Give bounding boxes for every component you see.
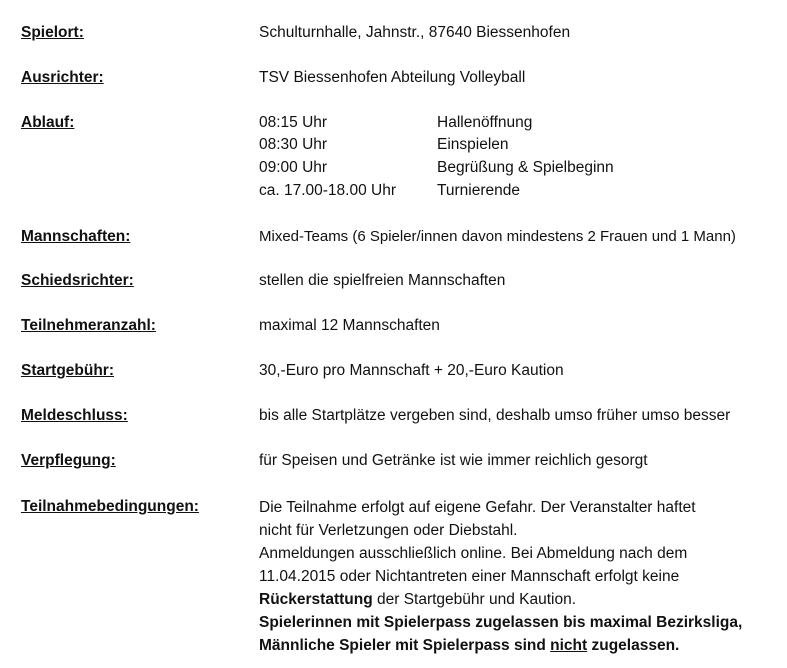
label-startgebuehr: Startgebühr:: [21, 362, 114, 379]
schedule-event: Hallenöffnung: [437, 114, 533, 131]
men-text-not: nicht: [550, 637, 588, 654]
label-ausrichter: Ausrichter:: [21, 69, 104, 86]
refund-bold-text: Rückerstattung: [259, 591, 373, 608]
schedule-time: 09:00 Uhr: [259, 159, 328, 176]
men-text-b: zugelassen.: [587, 637, 680, 654]
refund-rest-text: der Startgebühr und Kaution.: [372, 591, 577, 608]
conditions-line-refund: [259, 588, 779, 611]
label-verpflegung: Verpflegung:: [21, 452, 116, 469]
schedule-time: 08:30 Uhr: [259, 136, 328, 153]
conditions-line: 11.04.2015 oder Nichtantreten einer Mannschaft erfolgt keine: [259, 568, 680, 585]
label-schiedsrichter: Schiedsrichter:: [21, 272, 134, 289]
label-meldeschluss: Meldeschluss:: [21, 407, 128, 424]
schedule-event: Begrüßung & Spielbeginn: [437, 159, 614, 176]
schedule-event: Turnierende: [437, 182, 521, 199]
conditions-line: nicht für Verletzungen oder Diebstahl.: [259, 522, 518, 539]
label-teilnahmebedingungen: Teilnahmebedingungen:: [21, 498, 199, 515]
label-teilnehmeranzahl: Teilnehmeranzahl:: [21, 317, 156, 334]
label-ablauf: Ablauf:: [21, 114, 75, 131]
schedule-time: 08:15 Uhr: [259, 114, 328, 131]
conditions-line-women: Spielerinnen mit Spielerpass zugelassen bis maximal Bezirksliga,: [259, 614, 743, 631]
label-mannschaften: Mannschaften:: [21, 228, 131, 245]
value-startgebuehr: 30,-Euro pro Mannschaft + 20,-Euro Kaution: [259, 362, 564, 379]
conditions-line: Die Teilnahme erfolgt auf eigene Gefahr. Der Veranstalter haftet: [259, 499, 696, 516]
value-spielort: Schulturnhalle, Jahnstr., 87640 Biessenhofen: [259, 24, 571, 41]
value-verpflegung: für Speisen und Getränke ist wie immer reichlich gesorgt: [259, 452, 648, 469]
conditions-text: [259, 496, 779, 657]
value-mannschaften: Mixed-Teams (6 Spieler/innen davon mindestens 2 Frauen und 1 Mann): [259, 228, 736, 245]
conditions-line: Anmeldungen ausschließlich online. Bei Abmeldung nach dem: [259, 545, 688, 562]
value-ausrichter: TSV Biessenhofen Abteilung Volleyball: [259, 69, 526, 86]
label-spielort: Spielort:: [21, 24, 84, 41]
value-schiedsrichter: stellen die spielfreien Mannschaften: [259, 272, 506, 289]
conditions-line-men: [259, 634, 779, 657]
men-text-a: Männliche Spieler mit Spielerpass sind: [259, 637, 551, 654]
schedule-event: Einspielen: [437, 136, 509, 153]
value-meldeschluss: bis alle Startplätze vergeben sind, deshalb umso früher umso besser: [259, 407, 731, 424]
value-teilnehmeranzahl: maximal 12 Mannschaften: [259, 317, 440, 334]
schedule-time: ca. 17.00-18.00 Uhr: [259, 182, 397, 199]
